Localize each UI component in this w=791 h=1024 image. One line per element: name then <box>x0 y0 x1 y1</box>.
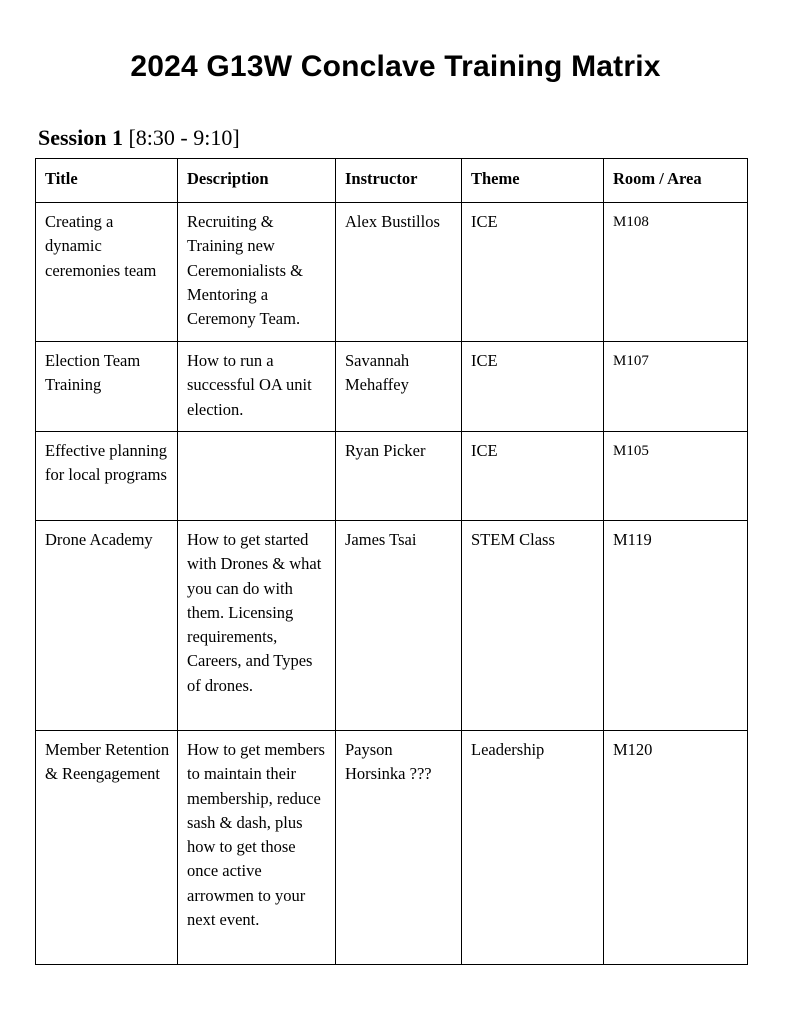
cell-instructor: Ryan Picker <box>336 432 462 521</box>
header-instructor: Instructor <box>336 159 462 203</box>
cell-room: M107 <box>604 342 748 432</box>
cell-description <box>178 432 336 521</box>
header-description: Description <box>178 159 336 203</box>
cell-description: How to run a successful OA unit election. <box>178 342 336 432</box>
cell-room: M120 <box>604 731 748 965</box>
cell-instructor: Savannah Mehaffey <box>336 342 462 432</box>
training-matrix-table <box>35 158 748 965</box>
cell-instructor: Alex Bustillos <box>336 203 462 342</box>
cell-theme: STEM Class <box>462 521 604 731</box>
cell-description: How to get started with Drones & what you can do with them. Licensing requirements, Careers, and Types of drones. <box>178 521 336 731</box>
document-title: 2024 G13W Conclave Training Matrix <box>130 50 661 83</box>
session-heading <box>38 125 240 151</box>
table-row <box>36 521 748 731</box>
header-title: Title <box>36 159 178 203</box>
cell-title: Drone Academy <box>36 521 178 731</box>
session-time: [8:30 - 9:10] <box>128 125 240 150</box>
table-row <box>36 432 748 521</box>
header-room: Room / Area <box>604 159 748 203</box>
cell-theme: ICE <box>462 342 604 432</box>
cell-title: Member Retention & Reengagement <box>36 731 178 965</box>
cell-room: M119 <box>604 521 748 731</box>
session-name: Session 1 <box>38 125 123 150</box>
cell-theme: Leadership <box>462 731 604 965</box>
cell-description: How to get members to maintain their membership, reduce sash & dash, plus how to get those once active arrowmen to your next event. <box>178 731 336 965</box>
cell-title: Effective planning for local programs <box>36 432 178 521</box>
cell-instructor: Payson Horsinka ??? <box>336 731 462 965</box>
cell-room: M105 <box>604 432 748 521</box>
cell-instructor: James Tsai <box>336 521 462 731</box>
table-row <box>36 203 748 342</box>
cell-theme: ICE <box>462 203 604 342</box>
table-row <box>36 731 748 965</box>
cell-room: M108 <box>604 203 748 342</box>
cell-title: Creating a dynamic ceremonies team <box>36 203 178 342</box>
cell-theme: ICE <box>462 432 604 521</box>
table-row <box>36 342 748 432</box>
header-row <box>36 159 748 203</box>
cell-description: Recruiting & Training new Ceremonialists & Mentoring a Ceremony Team. <box>178 203 336 342</box>
header-theme: Theme <box>462 159 604 203</box>
cell-title: Election Team Training <box>36 342 178 432</box>
